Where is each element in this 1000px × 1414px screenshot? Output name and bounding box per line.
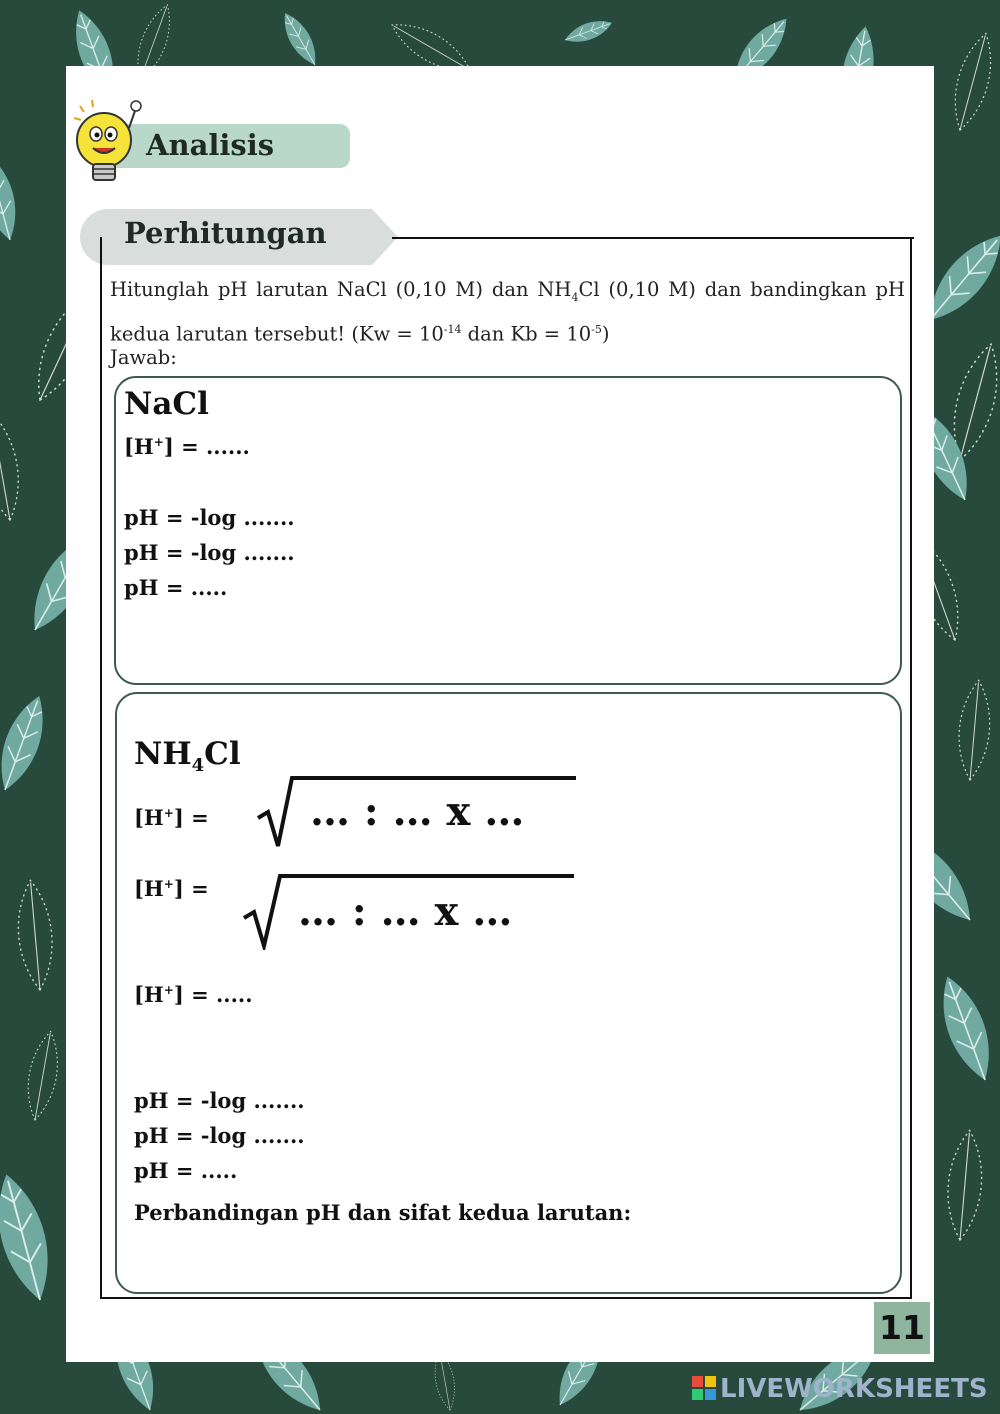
nh4cl-h-result[interactable]: [H+] = ..... [134,982,253,1007]
liveworksheets-watermark: LIVEWORKSHEETS [692,1374,988,1404]
sqrt-formula-1[interactable] [256,774,578,854]
sqrt-expression-1: … : … x … [310,788,525,835]
nacl-h-line[interactable]: [H+] = ...... [124,434,250,459]
sqrt-formula-2[interactable] [242,872,576,954]
content-frame-top [392,237,914,239]
perhitungan-heading: Perhitungan [124,216,327,250]
nh4cl-ph-line-1[interactable]: pH = -log ....... [134,1088,305,1113]
nacl-ph-line-1[interactable]: pH = -log ....... [124,505,295,530]
nh4cl-ph-result[interactable]: pH = ..... [134,1158,238,1183]
jawab-label: Jawab: [110,346,177,369]
question-text: Hitunglah pH larutan NaCl (0,10 M) dan $NH_4Cl$ (0,10 M) dan bandingkan pH kedua larutan tersebut! ($Kw = 10^{-14}$ dan $Kb = 10^{-5}$) [110,278,905,346]
nh4cl-h-formula-label-2: [H+] = [134,876,209,901]
nh4cl-ph-line-2[interactable]: pH = -log ....... [134,1123,305,1148]
liveworksheets-logo-icon [692,1376,716,1400]
nacl-ph-result[interactable]: pH = ..... [124,575,228,600]
page-number: 11 [874,1302,930,1354]
comparison-prompt: Perbandingan pH dan sifat kedua larutan: [134,1200,632,1225]
nacl-ph-line-2[interactable]: pH = -log ....... [124,540,295,565]
nacl-title: NaCl [124,386,209,422]
nacl-answer-box [114,376,902,685]
nh4cl-h-formula-label-1: [H+] = [134,805,209,830]
analisis-heading: Analisis [146,128,275,162]
lightbulb-mascot-icon [74,98,144,194]
nh4cl-title: $NH_4Cl$ [134,736,241,777]
sqrt-expression-2: … : … x … [298,888,513,935]
